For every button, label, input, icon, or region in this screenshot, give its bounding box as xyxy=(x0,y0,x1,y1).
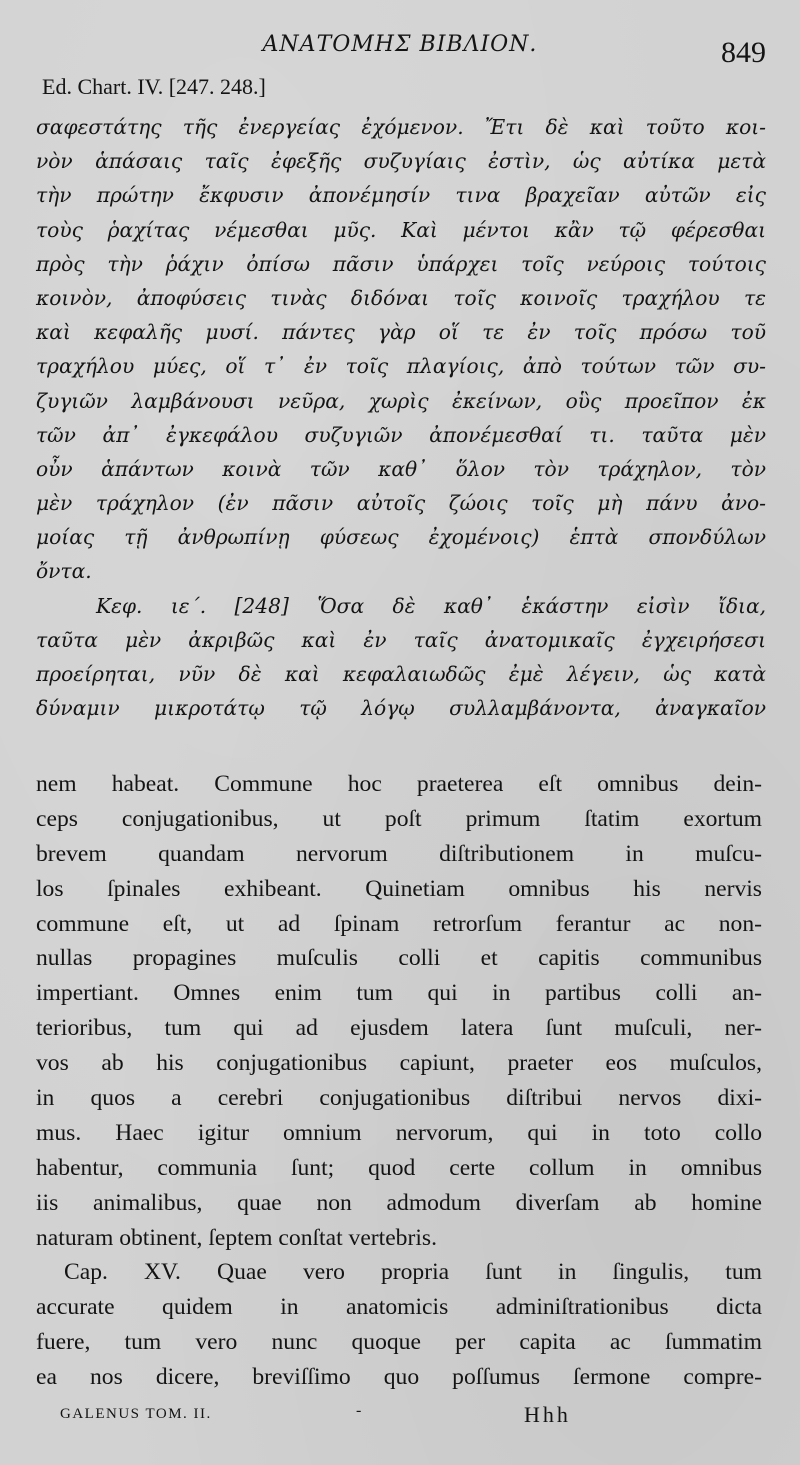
footer-dash: - xyxy=(356,1402,362,1419)
greek-line: μοίας τῇ ἀνθρωπίνῃ φύσεως ἐχομένοις) ἑπτὰ σπονδύλων xyxy=(36,525,766,550)
running-title: ΑΝΑΤΟΜΗΣ ΒΙΒΛΙΟΝ. xyxy=(262,32,538,57)
latin-line: ceps conjugationibus, ut poſt primum ſtatim exortum xyxy=(36,805,762,832)
greek-line: ταῦτα μὲν ἀκριβῶς καὶ ἐν ταῖς ἀνατομικαῖς ἐγχειρήσεσι xyxy=(36,627,766,652)
greek-line: οὖν ἁπάντων κοινὰ τῶν καθ᾽ ὅλον τὸν τράχηλον, τὸν xyxy=(36,456,766,481)
latin-line: commune eſt, ut ad ſpinam retrorſum ferantur ac non- xyxy=(36,910,762,937)
latin-line: iis animalibus, quae non admodum diverſam ab homine xyxy=(36,1189,762,1216)
greek-line: τὴν πρώτην ἔκφυσιν ἀπονέμησίν τινα βραχεῖαν αὐτῶν εἰς xyxy=(36,183,766,208)
greek-line: σαφεστάτης τῆς ἐνεργείας ἐχόμενον. Ἔτι δὲ καὶ τοῦτο κοι- xyxy=(36,115,766,139)
greek-line: πρὸς τὴν ῥάχιν ὀπίσω πᾶσιν ὑπάρχει τοῖς νεύροις τούτοις xyxy=(36,251,766,276)
greek-line: ζυγιῶν λαμβάνουσι νεῦρα, χωρὶς ἐκείνων, οὓς προεῖπον ἐκ xyxy=(36,388,766,413)
latin-line: los ſpinales exhibeant. Quinetiam omnibus his nervis xyxy=(36,875,762,902)
latin-chapter-heading-line: Cap. XV. Quae vero propria ſunt in ſingulis, tum xyxy=(64,1259,762,1286)
latin-line: mus. Haec igitur omnium nervorum, qui in toto collo xyxy=(36,1119,762,1146)
latin-line: impertiant. Omnes enim tum qui in partibus colli an- xyxy=(36,980,762,1007)
footer-signature-mark: Hhh xyxy=(524,1402,571,1427)
latin-line: fuere, tum vero nunc quoque per capita ac ſummatim xyxy=(36,1329,762,1356)
latin-line: habentur, communia ſunt; quod certe collum in omnibus xyxy=(36,1154,762,1181)
latin-line: nullas propagines muſculis colli et capitis communibus xyxy=(36,945,762,972)
footer-volume-label: GALENUS TOM. II. xyxy=(60,1406,212,1422)
latin-line: terioribus, tum qui ad ejusdem latera ſunt muſculi, ner- xyxy=(36,1015,762,1042)
page-number: 849 xyxy=(721,36,766,69)
greek-line: καὶ κεφαλῆς μυσί. πάντες γὰρ οἵ τε ἐν τοῖς πρόσω τοῦ xyxy=(36,320,766,345)
greek-line: κοινὸν, ἀποφύσεις τινὰς διδόναι τοῖς κοινοῖς τραχήλου τε xyxy=(36,285,766,310)
latin-line: brevem quandam nervorum diſtributionem in muſcu- xyxy=(36,840,762,867)
latin-line: accurate quidem in anatomicis adminiſtrationibus dicta xyxy=(36,1294,762,1321)
greek-line: τῶν ἀπ᾽ ἐγκεφάλου συζυγιῶν ἀπονέμεσθαί τι. ταῦτα μὲν xyxy=(36,422,766,447)
greek-line: τραχήλου μύες, οἵ τ᾽ ἐν τοῖς πλαγίοις, ἀπὸ τούτων τῶν συ- xyxy=(36,354,766,379)
latin-line: in quos a cerebri conjugationibus diſtribui nervos dixi- xyxy=(36,1085,762,1112)
greek-text-column xyxy=(36,110,766,725)
greek-line: τοὺς ῥαχίτας νέμεσθαι μῦς. Καὶ μέντοι κἂν τῷ φέρεσθαι xyxy=(36,217,766,242)
edition-reference: Ed. Chart. IV. [247. 248.] xyxy=(42,74,266,99)
greek-line: δύναμιν μικροτάτῳ τῷ λόγῳ συλλαμβάνοντα, ἀναγκαῖον xyxy=(36,696,766,721)
greek-line: νὸν ἁπάσαις ταῖς ἐφεξῆς συζυγίαις ἐστὶν, ὡς αὐτίκα μετὰ xyxy=(36,149,766,174)
greek-line: ὄντα. xyxy=(36,559,92,584)
greek-chapter-heading-line: Κεφ. ιε΄. [248] Ὅσα δὲ καθ᾽ ἑκάστην εἰσὶν ἴδια, xyxy=(96,593,766,618)
latin-line: naturam obtinent, ſeptem conſtat vertebris. xyxy=(36,1224,437,1251)
latin-line: nem habeat. Commune hoc praeterea eſt omnibus dein- xyxy=(36,771,762,797)
latin-line: vos ab his conjugationibus capiunt, praeter eos muſculos, xyxy=(36,1050,762,1077)
greek-line: προείρηται, νῦν δὲ καὶ κεφαλαιωδῶς ἐμὲ λέγειν, ὡς κατὰ xyxy=(36,662,766,686)
latin-text-column xyxy=(36,767,762,1395)
latin-line: ea nos dicere, breviſſimo quo poſſumus ſermone compre- xyxy=(36,1364,762,1391)
greek-line: μὲν τράχηλον (ἐν πᾶσιν αὐτοῖς ζώοις τοῖς μὴ πάνυ ἀνο- xyxy=(36,491,766,516)
